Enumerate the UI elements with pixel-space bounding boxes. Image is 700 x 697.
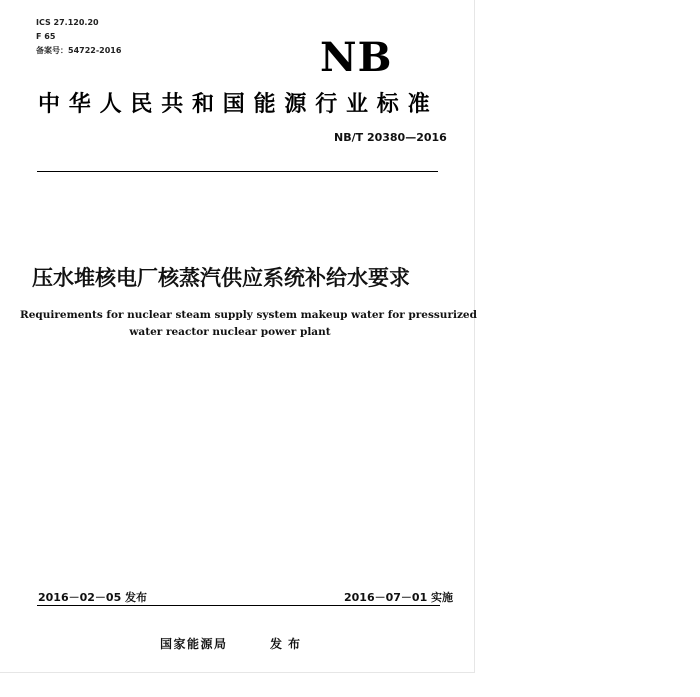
bottom-divider bbox=[37, 605, 440, 606]
issue-date: 2016－02－05 发布 bbox=[38, 591, 148, 604]
implementation-date: 2016－07－01 实施 bbox=[344, 591, 454, 604]
issuing-authority: 国家能源局 bbox=[160, 637, 228, 651]
english-title-line-1: Requirements for nuclear steam supply system makeup water for pressurized bbox=[20, 309, 477, 321]
ccs-code: F 65 bbox=[36, 32, 56, 41]
english-title-line-2: water reactor nuclear power plant bbox=[129, 326, 331, 338]
chinese-title: 压水堆核电厂核蒸汽供应系统补给水要求 bbox=[32, 266, 410, 290]
top-divider bbox=[37, 171, 438, 172]
issue-action: 发布 bbox=[270, 637, 307, 651]
filing-number: 备案号：54722-2016 bbox=[36, 46, 122, 55]
industry-standard-title: 中华人民共和国能源行业标准 bbox=[38, 92, 439, 117]
nb-logo: NB bbox=[320, 34, 393, 81]
ics-code: ICS 27.120.20 bbox=[36, 18, 99, 27]
standard-number: NB/T 20380—2016 bbox=[334, 131, 447, 144]
english-title bbox=[20, 307, 477, 341]
